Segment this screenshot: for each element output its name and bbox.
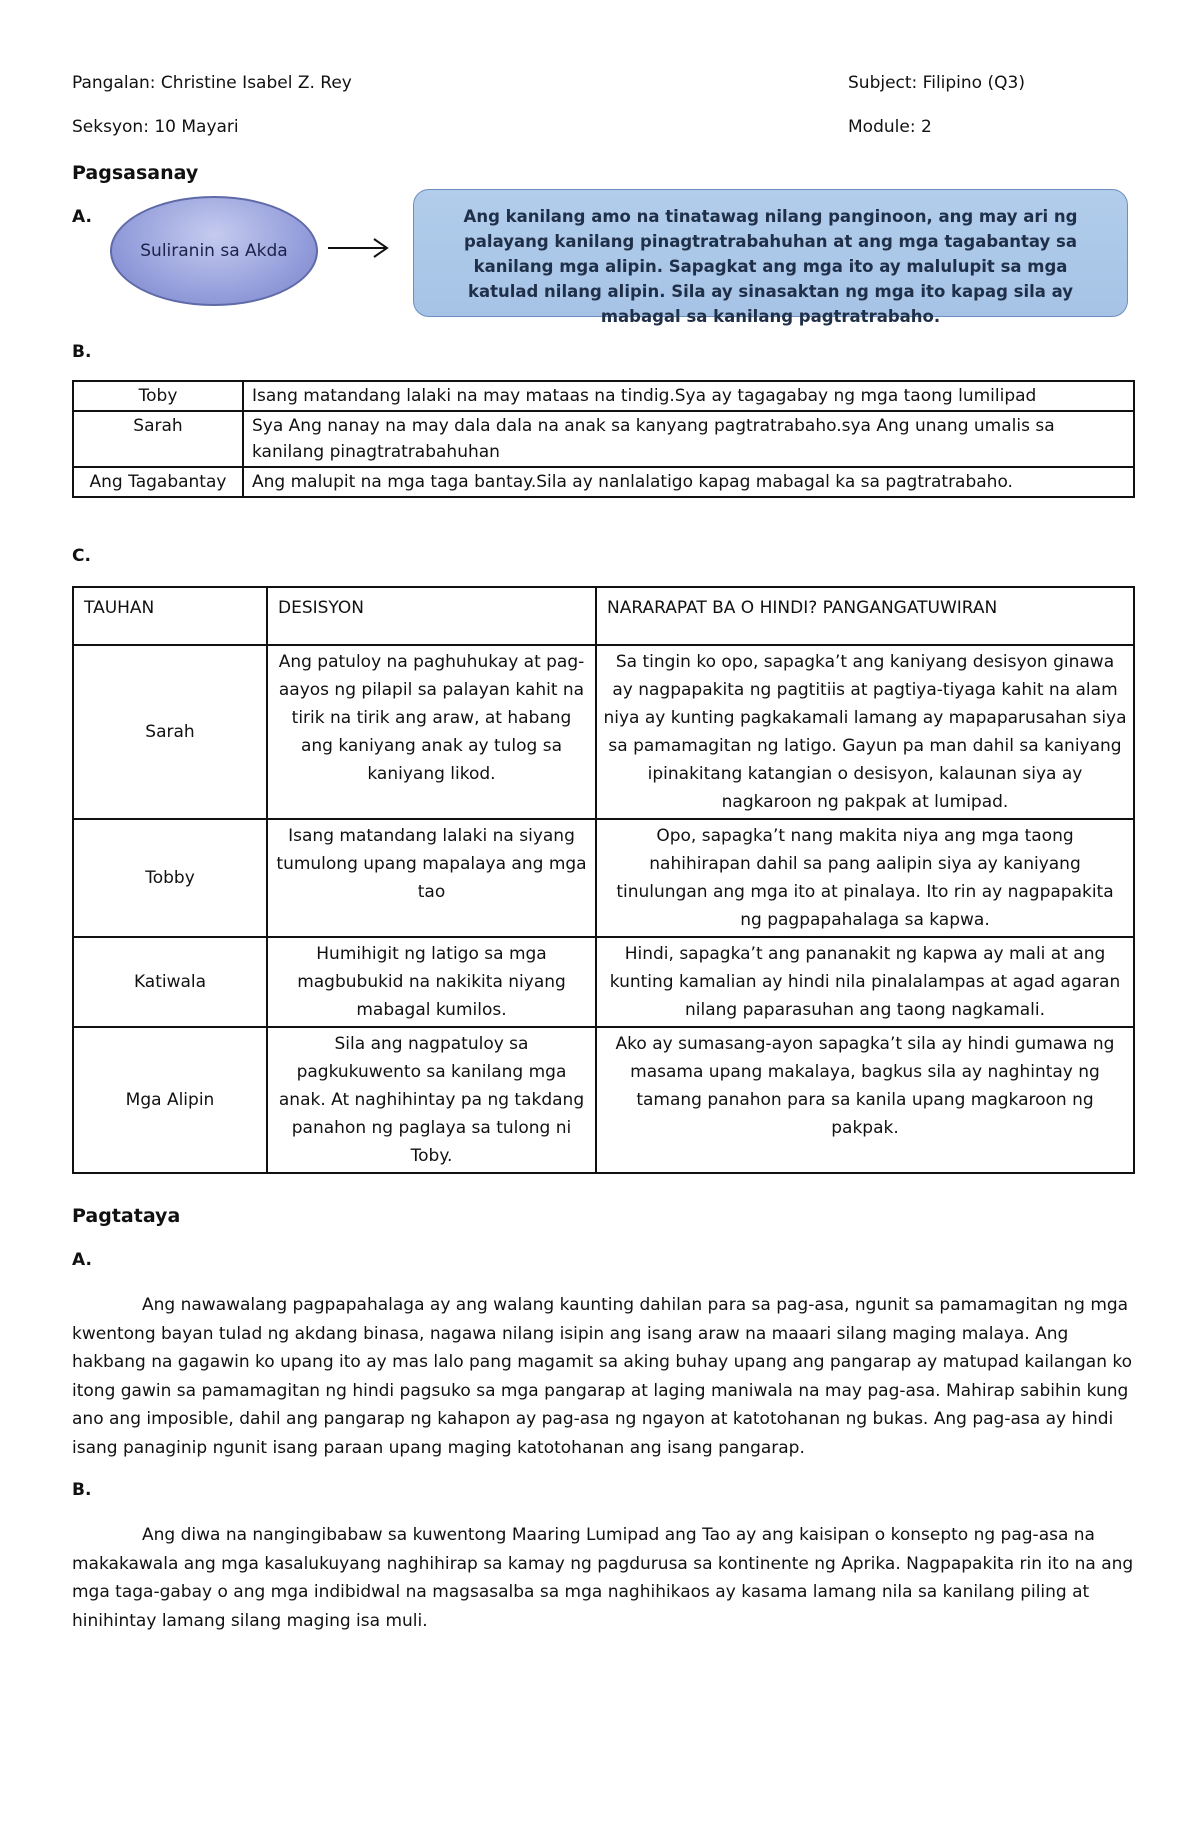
part-c-label: C. [72, 546, 91, 566]
suliranin-callout [413, 189, 1128, 326]
pangangatuwiran-cell: Sa tingin ko opo, sapagka’t ang kaniyang desisyon ginawa ay nagpapakita ng pagtitiis at pagtiya-tiyaga kahit na alam niya ay kunting pagkakamali lamang ay mapaparusahan siya sa pamamagitan ng latigo. Gayun pa man dahil sa kaniyang ipinakitang katangian o desisyon, kalaunan siya ay nagkaroon ng pakpak at lumipad. [596, 645, 1134, 819]
table-header-row [73, 587, 1134, 645]
pagtataya-a-paragraph: Ang nawawalang pagpapahalaga ay ang walang kaunting dahilan para sa pag-asa, ngunit sa pamamagitan ng mga kwentong bayan tulad ng akdang binasa, nagawa nilang isipin ang isang araw na maaari silang maging malaya. Ang hakbang na gagawin ko upang ito ay mas lalo pang magamit sa aking buhay upang ang pangarap ay matupad kailangan ko itong gawin sa pamamagitan ng hindi pagsuko sa mga pangarap at laging maniwala na may pag-asa. Mahirap sabihin kung ano ang imposible, dahil ang pangarap ng kahapon ay pag-asa ng ngayon at katotohanan ng bukas. Ang pag-asa ay hindi isang panaginip ngunit isang paraan upang maging katotohanan ang isang pangarap. [72, 1295, 1133, 1458]
tauhan-cell: Mga Alipin [73, 1027, 267, 1173]
desisyon-cell: Sila ang nagpatuloy sa pagkukuwento sa kanilang mga anak. At naghihintay pa ng takdang panahon ng paglaya sa tulong ni Toby. [267, 1027, 596, 1173]
character-name: Toby [73, 381, 243, 411]
pangangatuwiran-cell: Opo, sapagka’t nang makita niya ang mga taong nahihirapan dahil sa pang aalipin siya ay kaniyang tinulungan ang mga ito at pinalaya. Ito rin ay nagpapakita ng pagpapahalaga sa kapwa. [596, 819, 1134, 937]
desisyon-cell: Isang matandang lalaki na siyang tumulong upang mapalaya ang mga tao [267, 819, 596, 937]
table-row [73, 819, 1134, 937]
desisyon-cell: Humihigit ng latigo sa mga magbubukid na nakikita niyang mabagal kumilos. [267, 937, 596, 1027]
module-label: Module: 2 [848, 117, 932, 137]
characters-table [72, 380, 1135, 498]
pagtataya-b-label: B. [72, 1480, 92, 1500]
suliranin-oval [110, 196, 318, 306]
desisyon-cell: Ang patuloy na paghuhukay at pag-aayos ng pilapil sa palayan kahit na tirik na tirik ang araw, at habang ang kaniyang anak ay tulog sa kaniyang likod. [267, 645, 596, 819]
pagtataya-a-label: A. [72, 1250, 92, 1270]
character-description: Isang matandang lalaki na may mataas na tindig.Sya ay tagagabay ng mga taong lumilipad [243, 381, 1134, 411]
character-description: Sya Ang nanay na may dala dala na anak sa kanyang pagtratrabaho.sya Ang unang umalis sa kanilang pinagtratrabahuhan [243, 411, 1134, 467]
table-row [73, 467, 1134, 497]
callout-text: Ang kanilang amo na tinatawag nilang panginoon, ang may ari ng palayang kanilang pinagtratrabahuhan at ang mga tagabantay sa kanilang mga alipin. Sapagkat ang mga ito ay malulupit sa mga katulad nilang alipin. Sila ay sinasaktan ng mga ito kapag sila ay mabagal sa kanilang pagtratrabaho. [463, 207, 1078, 326]
tauhan-cell: Sarah [73, 645, 267, 819]
table-row [73, 645, 1134, 819]
tauhan-cell: Tobby [73, 819, 267, 937]
oval-text: Suliranin sa Akda [140, 241, 288, 261]
column-header-desisyon: DESISYON [267, 587, 596, 645]
arrow-right-icon [328, 236, 390, 260]
character-name: Ang Tagabantay [73, 467, 243, 497]
pagtataya-heading: Pagtataya [72, 1205, 181, 1227]
table-row [73, 411, 1134, 467]
decisions-table [72, 586, 1135, 1174]
column-header-pangangatuwiran: NARARAPAT BA O HINDI? PANGANGATUWIRAN [596, 587, 1134, 645]
table-row [73, 381, 1134, 411]
part-a-label: A. [72, 207, 92, 227]
tauhan-cell: Katiwala [73, 937, 267, 1027]
part-b-label: B. [72, 342, 92, 362]
column-header-tauhan: TAUHAN [73, 587, 267, 645]
table-row [73, 1027, 1134, 1173]
student-name: Pangalan: Christine Isabel Z. Rey [72, 73, 352, 93]
pangangatuwiran-cell: Ako ay sumasang-ayon sapagka’t sila ay hindi gumawa ng masama upang makalaya, bagkus sila ay naghintay ng tamang panahon para sa kanila upang magkaroon ng pakpak. [596, 1027, 1134, 1173]
pagtataya-b-paragraph: Ang diwa na nangingibabaw sa kuwentong Maaring Lumipad ang Tao ay ang kaisipan o konsepto ng pag-asa na makakawala ang mga kasalukuyang naghihirap sa kamay ng pagdurusa sa kontinente ng Aprika. Nagpapakita rin ito na ang mga taga-gabay o ang mga indibidwal na magsasalba sa mga naghihikaos ay kasama lamang nila sa kanilang piling at hinihintay lamang silang maging isa muli. [72, 1525, 1134, 1631]
character-description: Ang malupit na mga taga bantay.Sila ay nanlalatigo kapag mabagal ka sa pagtratrabaho. [243, 467, 1134, 497]
subject-label: Subject: Filipino (Q3) [848, 73, 1025, 93]
character-name: Sarah [73, 411, 243, 467]
section-label: Seksyon: 10 Mayari [72, 117, 239, 137]
table-row [73, 937, 1134, 1027]
pagsasanay-heading: Pagsasanay [72, 162, 199, 184]
pangangatuwiran-cell: Hindi, sapagka’t ang pananakit ng kapwa ay mali at ang kunting kamalian ay hindi nila pinalalampas at agad agaran nilang paparasuhan ang taong nagkamali. [596, 937, 1134, 1027]
